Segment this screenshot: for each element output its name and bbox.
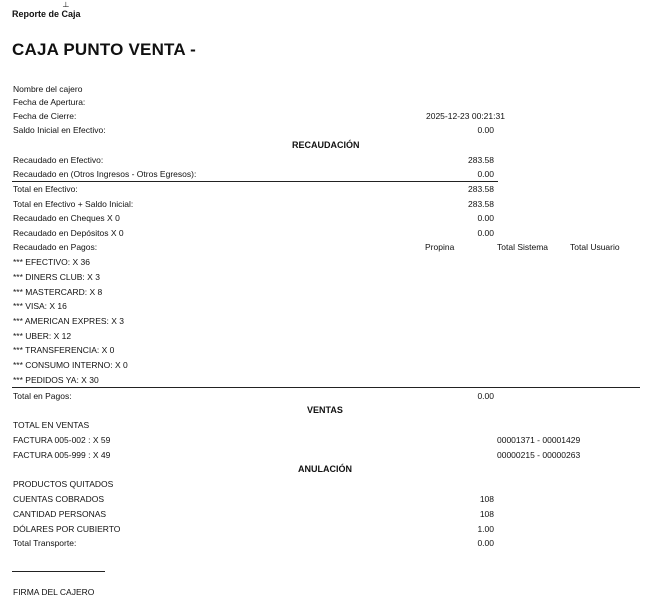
anulacion-row-value: 108 [479, 509, 494, 519]
factura-range: 00000215 - 00000263 [497, 450, 581, 460]
rec-row-value: 0.00 [477, 228, 494, 238]
section-title-recaudacion: RECAUDACIÓN [292, 140, 360, 150]
rec-row-label: Recaudado en Pagos: [13, 242, 98, 252]
pagos-col-total-sistema: Total Sistema [497, 242, 549, 252]
anulacion-row-label: CANTIDAD PERSONAS [13, 509, 107, 519]
rec-row-label: Total en Efectivo + Saldo Inicial: [13, 199, 134, 209]
info-initial-balance-value: 0.00 [477, 125, 494, 135]
rec-row-label: Recaudado en (Otros Ingresos - Otros Egresos): [13, 169, 197, 179]
rec-row-value: 283.58 [468, 155, 494, 165]
anulacion-row-label: CUENTAS COBRADOS [13, 494, 104, 504]
signature-label: FIRMA DEL CAJERO [13, 587, 95, 597]
cursor-mark-icon: ┴ [63, 2, 69, 11]
section-title-ventas: VENTAS [307, 405, 343, 415]
pago-item: *** VISA: X 16 [13, 301, 67, 311]
anulacion-row-label: Total Transporte: [13, 538, 77, 548]
info-closing-label: Fecha de Cierre: [13, 111, 77, 121]
info-opening-label: Fecha de Apertura: [13, 97, 86, 107]
anulacion-row-value: 1.00 [477, 524, 494, 534]
info-initial-balance-label: Saldo Inicial en Efectivo: [13, 125, 106, 135]
total-pagos-label: Total en Pagos: [13, 391, 72, 401]
anulacion-row-value: 108 [479, 494, 494, 504]
rec-row-value: 0.00 [477, 213, 494, 223]
info-cashier-label: Nombre del cajero [13, 84, 83, 94]
total-ventas-label: TOTAL EN VENTAS [13, 420, 90, 430]
divider-line [12, 181, 498, 182]
anulacion-row-label: PRODUCTOS QUITADOS [13, 479, 114, 489]
section-title-anulacion: ANULACIÓN [298, 464, 352, 474]
divider-line [12, 387, 640, 388]
pago-item: *** TRANSFERENCIA: X 0 [13, 345, 115, 355]
info-closing-value: 2025-12-23 00:21:31 [426, 111, 505, 121]
report-label: Reporte de Caja [12, 9, 81, 19]
rec-row-label: Recaudado en Efectivo: [13, 155, 104, 165]
rec-row-value: 283.58 [468, 184, 494, 194]
signature-line [12, 571, 105, 572]
pago-item: *** AMERICAN EXPRES: X 3 [13, 316, 125, 326]
factura-label: FACTURA 005-999 : X 49 [13, 450, 111, 460]
anulacion-row-label: DÓLARES POR CUBIERTO [13, 524, 121, 534]
rec-row-label: Recaudado en Cheques X 0 [13, 213, 120, 223]
pagos-col-propina: Propina [425, 242, 455, 252]
pago-item: *** MASTERCARD: X 8 [13, 287, 103, 297]
rec-row-label: Total en Efectivo: [13, 184, 78, 194]
anulacion-row-value: 0.00 [477, 538, 494, 548]
factura-range: 00001371 - 00001429 [497, 435, 581, 445]
factura-label: FACTURA 005-002 : X 59 [13, 435, 111, 445]
pago-item: *** UBER: X 12 [13, 331, 72, 341]
page-title: CAJA PUNTO VENTA - [12, 40, 197, 59]
rec-row-value: 283.58 [468, 199, 494, 209]
pagos-col-total-usuario: Total Usuario [570, 242, 620, 252]
rec-row-label: Recaudado en Depósitos X 0 [13, 228, 124, 238]
pago-item: *** EFECTIVO: X 36 [13, 257, 90, 267]
rec-row-value: 0.00 [477, 169, 494, 179]
pago-item: *** CONSUMO INTERNO: X 0 [13, 360, 128, 370]
pago-item: *** PEDIDOS YA: X 30 [13, 375, 99, 385]
total-pagos-value: 0.00 [477, 391, 494, 401]
pago-item: *** DINERS CLUB: X 3 [13, 272, 100, 282]
